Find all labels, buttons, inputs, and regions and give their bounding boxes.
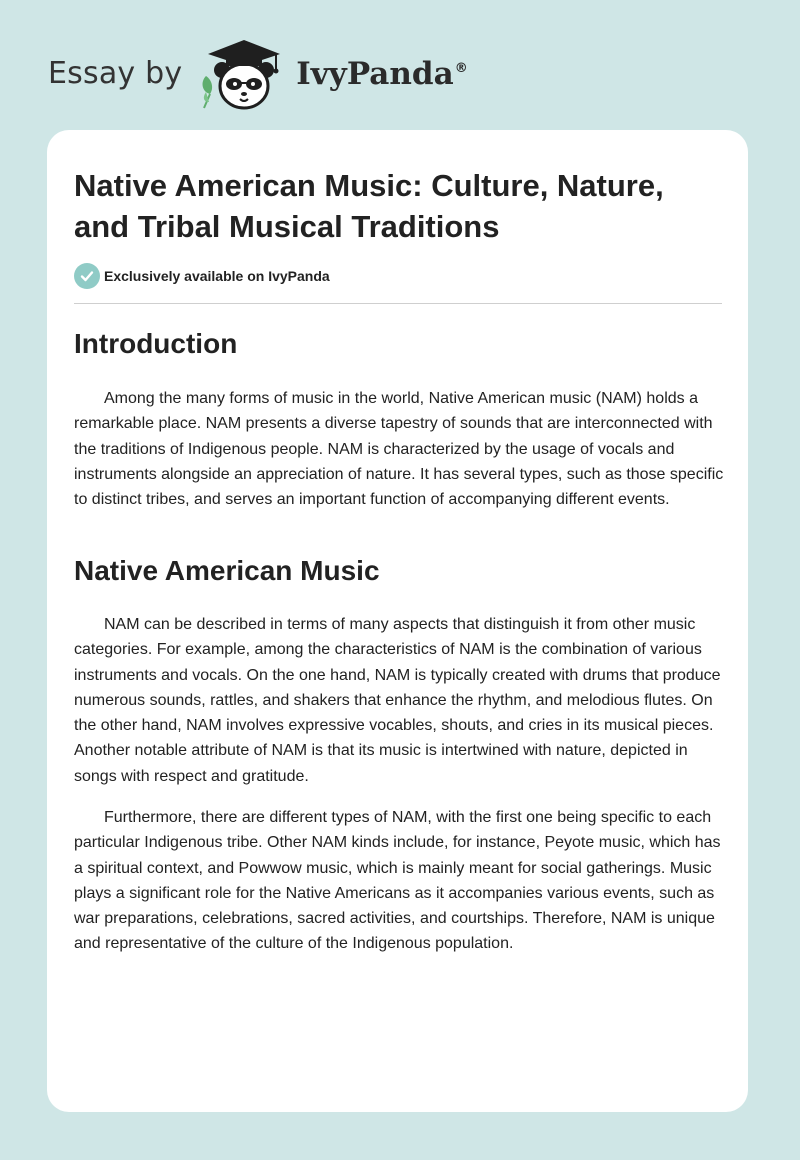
paragraph-native-american-music-1: NAM can be described in terms of many aspects that distinguish it from other music categories. For example, among the characteristics of NAM is the combination of various instruments and vocals. On the one hand, NAM is typically created with drums that produce numerous sounds, rattles, and shakers that enhance the rhythm, and melodious flutes. On the other hand, NAM involves expressive vocables, shouts, and cries in its musical pieces. Another notable attribute of NAM is that its music is intertwined with nature, depicted in songs with respect and gratitude.	[74, 616, 721, 785]
exclusive-badge-text: Exclusively available on IvyPanda	[104, 268, 330, 284]
panda-graduate-logo-icon[interactable]	[196, 36, 292, 112]
section-heading-introduction: Introduction	[74, 328, 238, 359]
section-heading-native-american-music: Native American Music	[74, 555, 380, 586]
exclusive-badge	[74, 263, 330, 289]
title-divider	[74, 303, 722, 304]
registered-mark: ®	[454, 61, 468, 77]
essay-card	[47, 130, 748, 1112]
site-header	[48, 34, 508, 114]
paragraph-introduction-1: Among the many forms of music in the world, Native American music (NAM) holds a remarkable place. NAM presents a diverse tapestry of sounds that are interconnected with the traditions of Indigenous people. NAM is characterized by the usage of vocals and instruments alongside an appreciation of nature. It has several types, such as those specific to distinct tribes, and serves an important function of accompanying different events.	[74, 390, 724, 509]
brand-name[interactable]	[296, 55, 468, 92]
check-circle-icon	[74, 263, 100, 289]
essay-by-label: Essay by	[48, 56, 183, 91]
paragraph-native-american-music-2: Furthermore, there are different types of NAM, with the first one being specific to each particular Indigenous tribe. Other NAM kinds include, for instance, Peyote music, which has a spiritual context, and Powwow music, which is mainly meant for social gatherings. Music plays a significant role for the Native Americans as it accompanies various events, such as war preparations, celebrations, sacred activities, and courtships. Therefore, NAM is unique and representative of the culture of the Indigenous population.	[74, 809, 721, 953]
brand-text: IvyPanda	[296, 55, 454, 92]
page-title: Native American Music: Culture, Nature, and Tribal Musical Traditions	[74, 168, 664, 244]
check-mark-icon	[80, 269, 94, 283]
